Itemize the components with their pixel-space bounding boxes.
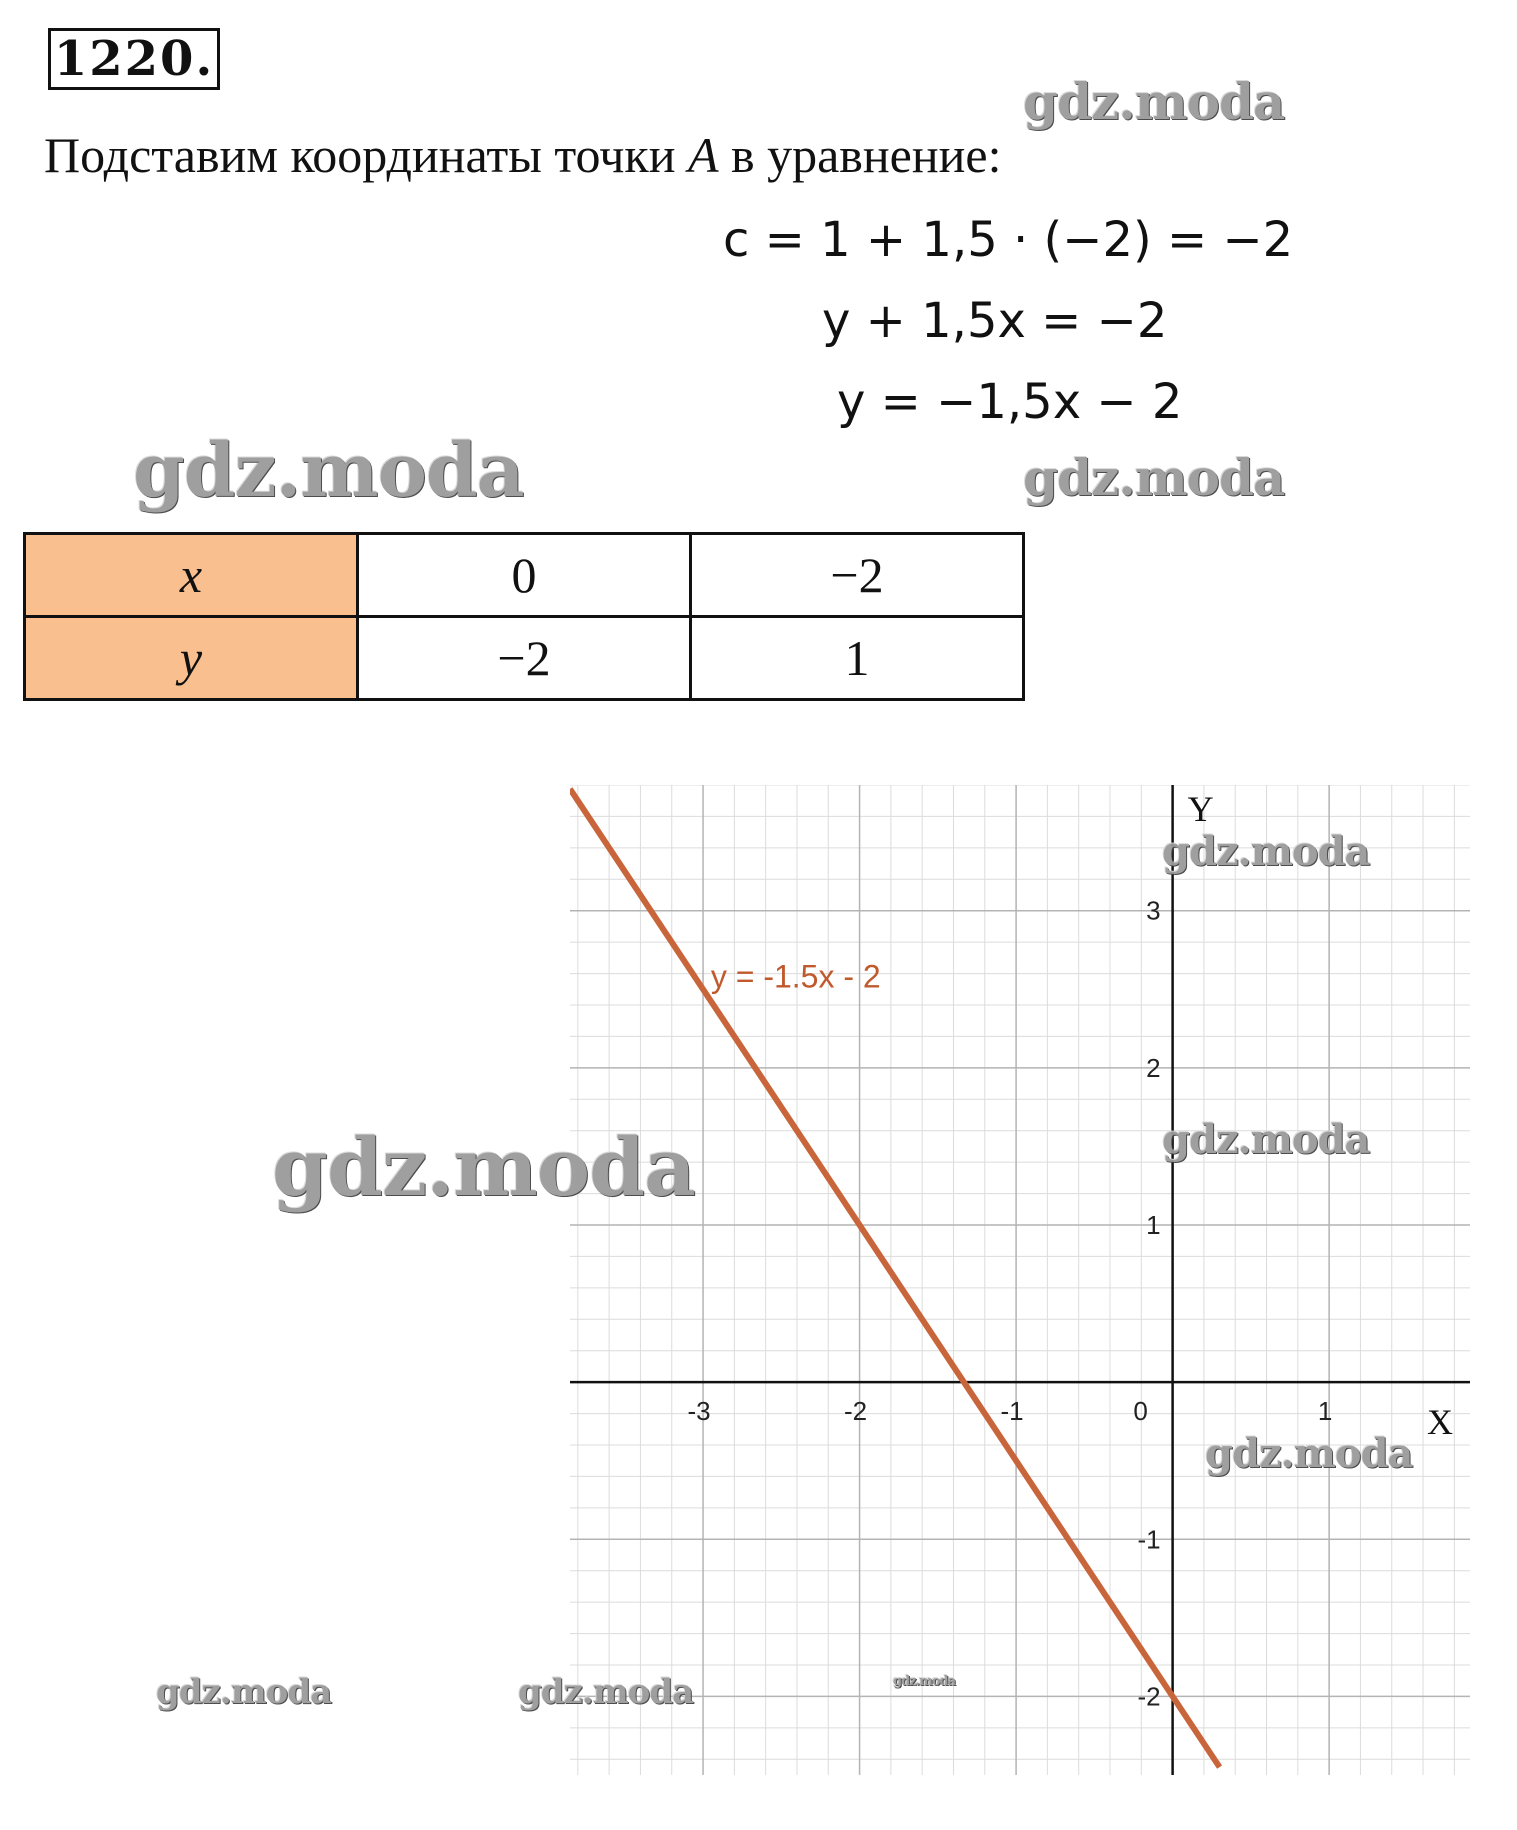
table-cell: −2 [691, 534, 1024, 617]
table-row [25, 534, 1024, 617]
watermark: gdz.moda [1023, 448, 1285, 507]
watermark: gdz.moda [156, 1672, 332, 1712]
x-tick-label: -2 [844, 1396, 868, 1427]
values-table [23, 532, 1025, 701]
table-cell: 1 [691, 617, 1024, 700]
function-graph [570, 785, 1470, 1775]
watermark: gdz.moda [272, 1120, 695, 1214]
table-row [25, 617, 1024, 700]
watermark: gdz.moda [1162, 1116, 1370, 1163]
watermark: gdz.moda [1162, 828, 1370, 875]
y-tick-label: 3 [1146, 895, 1161, 926]
intro-text-after: в уравнение: [718, 127, 1002, 183]
function-label: y = -1.5x - 2 [710, 958, 881, 995]
intro-text-before: Подставим координаты точки [44, 127, 688, 183]
y-tick-label: -2 [1137, 1681, 1161, 1712]
problem-number: 1220. [48, 28, 220, 90]
x-tick-label: -3 [687, 1396, 711, 1427]
y-tick-label: -1 [1137, 1524, 1161, 1555]
equation-3: y = −1,5x − 2 [837, 374, 1183, 430]
x-tick-label: 0 [1133, 1396, 1148, 1427]
x-tick-label: 1 [1317, 1396, 1333, 1427]
watermark: gdz.moda [893, 1674, 956, 1689]
equation-1: c = 1 + 1,5 · (−2) = −2 [723, 212, 1294, 268]
equation-2: y + 1,5x = −2 [822, 293, 1168, 349]
table-cell: 0 [358, 534, 691, 617]
intro-text [44, 126, 1001, 184]
point-name: A [687, 127, 719, 183]
x-tick-label: -1 [1000, 1396, 1024, 1427]
y-tick-label: 1 [1146, 1210, 1161, 1240]
watermark: gdz.moda [518, 1672, 694, 1712]
watermark: gdz.moda [1023, 72, 1285, 131]
watermark: gdz.moda [133, 428, 524, 514]
table-header-y: y [25, 617, 358, 700]
table-header-x: x [25, 534, 358, 617]
y-tick-label: 2 [1146, 1052, 1161, 1083]
x-axis-name: X [1427, 1402, 1453, 1443]
table-cell: −2 [358, 617, 691, 700]
y-axis-name: Y [1187, 789, 1214, 829]
function-line [570, 789, 1220, 1767]
watermark: gdz.moda [1205, 1430, 1413, 1477]
